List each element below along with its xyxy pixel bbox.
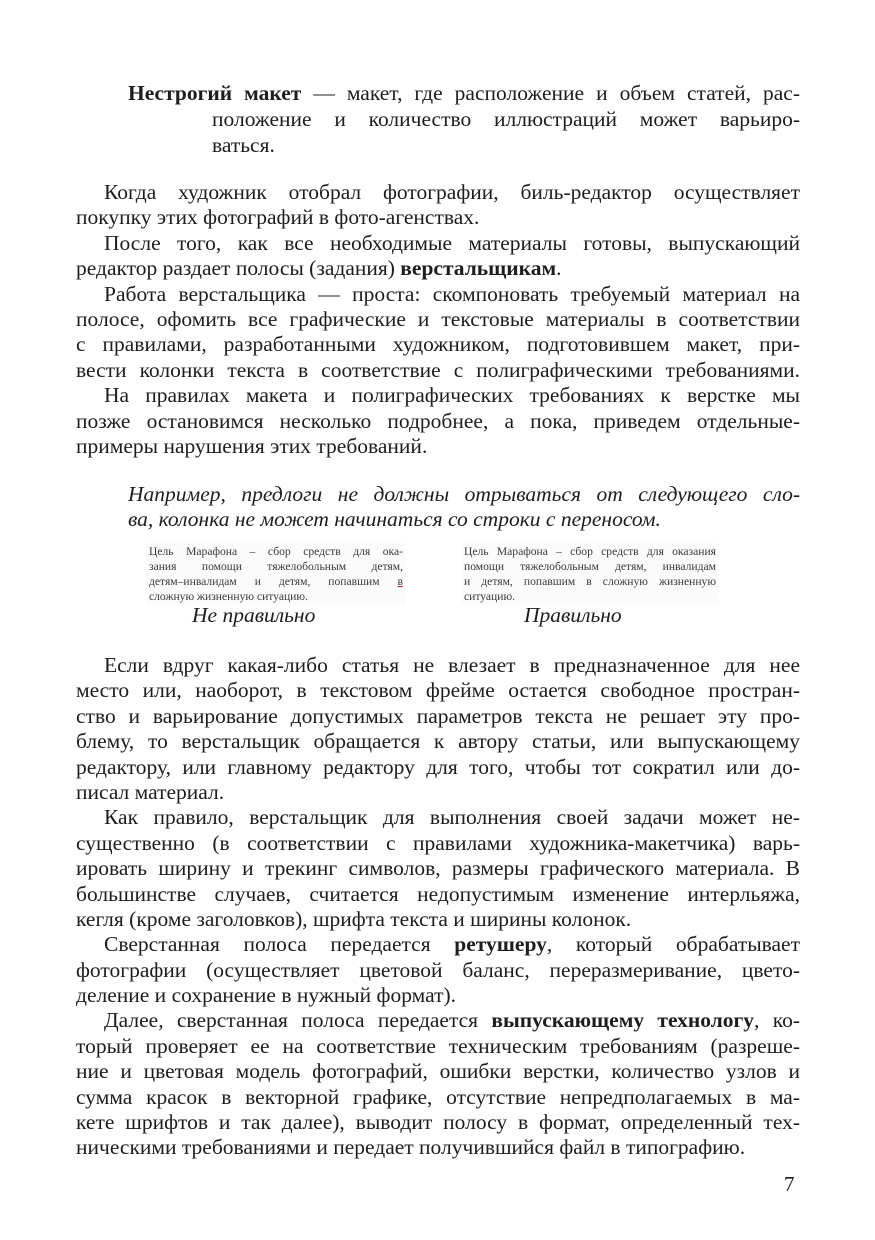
definition-term: Нестрогий макет bbox=[128, 81, 302, 105]
paragraph bbox=[76, 805, 800, 932]
hanging-preposition: в bbox=[397, 575, 403, 588]
paragraph bbox=[76, 383, 800, 459]
text-line: ническими требованиями и передает получившийся файл в типографию. bbox=[76, 1135, 746, 1160]
text-line: торый проверяет ее на соответствие техническим требованиям (разреше- bbox=[76, 1033, 800, 1058]
right-sample-text: Цель Марафона – сбор средств для оказания помощи тяжелобольным детям, инвалидам и детям, попавшим в сложную жизненную ситуацию. bbox=[461, 543, 719, 605]
text-line: редактор раздает полосы (задания) верстальщикам. bbox=[76, 256, 562, 281]
text-line: редактору, или главному редактору для того, чтобы тот сократил или до- bbox=[76, 754, 800, 779]
text-line: ировать ширину и трекинг символов, размеры графического материала. В bbox=[76, 856, 800, 881]
text-line: примеры нарушения этих требований. bbox=[76, 433, 428, 458]
text-line: кете шрифтов и так далее), выводит полосу в формат, определенный тех- bbox=[76, 1110, 800, 1135]
text-line: Если вдруг какая-либо статья не влезает в предназначенное для нее bbox=[104, 653, 800, 677]
term-vypuskayushchemu-tekhnologu: выпускающему технологу bbox=[491, 1008, 755, 1033]
paragraph bbox=[76, 653, 800, 805]
text-line: сумма красок в векторной графике, отсутствие непредполагаемых в ма- bbox=[76, 1084, 800, 1109]
text-line: большинстве случаев, считается недопустимым изменение интерльяжа, bbox=[76, 881, 800, 906]
text-line: кегля (кроме заголовков), шрифта текста и ширины колонок. bbox=[76, 906, 632, 931]
definition-line: положение и количество иллюстраций может варьиро- bbox=[212, 107, 800, 131]
text-block-1 bbox=[76, 180, 800, 459]
text-line: фотографии (осуществляет цветовой баланс, переразмеривание, цвето- bbox=[76, 957, 800, 982]
paragraph bbox=[76, 180, 800, 231]
paragraph bbox=[76, 932, 800, 1008]
paragraph bbox=[76, 231, 800, 282]
example-line: Например, предлоги не должны отрываться от следующего сло- bbox=[128, 482, 800, 506]
definition-line: ваться. bbox=[212, 133, 275, 157]
text-line: ство и варьирование допустимых параметров текста не решает эту про- bbox=[76, 703, 800, 728]
text-line: вести колонки текста в соответствие с полиграфическими требованиями. bbox=[76, 357, 800, 382]
text-line: Как правило, верстальщик для выполнения своей задачи может не- bbox=[104, 805, 800, 830]
term-retusheru: ретушеру bbox=[454, 932, 547, 957]
text-line: Далее, сверстанная полоса передается выпускающему технологу, ко- bbox=[104, 1008, 800, 1033]
page-number: 7 bbox=[784, 1172, 795, 1196]
text-line: существенно (в соответствии с правилами художника-макетчика) варь- bbox=[76, 830, 800, 855]
text-line: Работа верстальщика — проста: скомпоновать требуемый материал на bbox=[104, 281, 800, 306]
text-line: Сверстанная полоса передается ретушеру, который обрабатывает bbox=[104, 932, 800, 957]
text-line: с правилами, разработанными художником, подготовившем макет, при- bbox=[76, 332, 800, 357]
text-line: На правилах макета и полиграфических требованиях к верстке мы bbox=[104, 383, 800, 408]
right-caption: Правильно bbox=[524, 603, 622, 627]
text-line: деление и сохранение в нужный формат). bbox=[76, 983, 457, 1008]
text-line: позже остановимся несколько подробнее, а пока, приведем отдельные- bbox=[76, 408, 800, 433]
text-line: блему, то верстальщик обращается к автору статьи, или выпускающему bbox=[76, 729, 800, 754]
text-line: писал материал. bbox=[76, 779, 225, 804]
text-block-2 bbox=[76, 653, 800, 1161]
wrong-sample-text: Цель Марафона – сбор средств для ока- зания помощи тяжелобольным детям, детям–инвалидам и детям, попавшим в сложную жизненную ситуацию. bbox=[146, 543, 406, 605]
wrong-caption: Не правильно bbox=[192, 603, 316, 627]
text-line: ние и цветовая модель фотографий, ошибки верстки, количество узлов и bbox=[76, 1059, 800, 1084]
term-verstalshchikam: верстальщикам bbox=[400, 256, 557, 281]
text-line: После того, как все необходимые материалы готовы, выпускающий bbox=[104, 230, 800, 255]
example-note bbox=[128, 482, 800, 532]
definition-block bbox=[128, 80, 800, 158]
text-line: полосе, офомить все графические и текстовые материалы в соответствии bbox=[76, 306, 800, 331]
text-line: место или, наоборот, в текстовом фрейме остается свободное простран- bbox=[76, 678, 800, 703]
text-line: покупку этих фотографий в фото-агенствах. bbox=[76, 205, 480, 230]
definition-line: Нестрогий макет — макет, где расположение и объем статей, рас- bbox=[128, 81, 800, 105]
example-line: ва, колонка не может начинаться со строки с переносом. bbox=[128, 507, 661, 531]
paragraph bbox=[76, 282, 800, 384]
paragraph bbox=[76, 1008, 800, 1160]
text-line: Когда художник отобрал фотографии, биль-редактор осуществляет bbox=[104, 180, 800, 204]
